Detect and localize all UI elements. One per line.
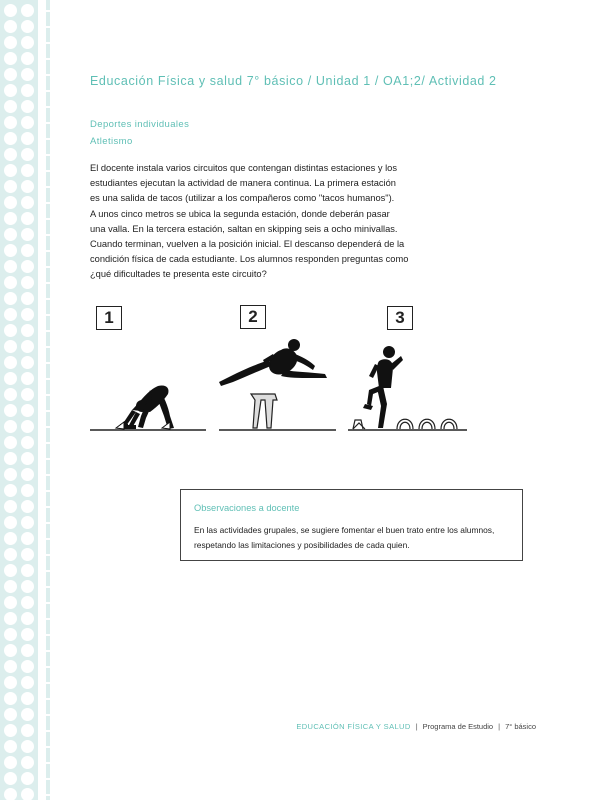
strip-tick [44, 90, 50, 92]
strip-dot [21, 580, 34, 593]
block-start-illustration [88, 330, 208, 440]
strip-dot [4, 260, 17, 273]
footer-separator: | [498, 722, 501, 731]
strip-tick [44, 74, 50, 76]
strip-dot [4, 116, 17, 129]
footer-grade: 7° básico [505, 722, 536, 731]
body-line: es una salida de tacos (utilizar a los compañeros como "tacos humanos"). [90, 193, 395, 204]
strip-tick [44, 794, 50, 796]
strip-dot [21, 244, 34, 257]
strip-tick [44, 26, 50, 28]
skipping-athlete-figure [363, 346, 403, 428]
strip-dot [4, 340, 17, 353]
strip-dot [21, 724, 34, 737]
strip-dot [4, 420, 17, 433]
strip-dot [21, 68, 34, 81]
strip-tick [44, 250, 50, 252]
strip-dot [21, 4, 34, 17]
strip-dot [4, 100, 17, 113]
strip-tick [44, 586, 50, 588]
footer-program: Programa de Estudio [422, 722, 494, 731]
strip-dot [21, 180, 34, 193]
strip-tick [44, 394, 50, 396]
strip-dot [4, 676, 17, 689]
strip-tick [44, 570, 50, 572]
strip-dot [21, 100, 34, 113]
strip-tick [44, 170, 50, 172]
strip-dot [21, 612, 34, 625]
activity-description [90, 161, 450, 283]
strip-tick [44, 554, 50, 556]
section-topic: Atletismo [90, 136, 133, 147]
strip-dot [21, 788, 34, 800]
strip-dot [4, 596, 17, 609]
strip-dot [21, 436, 34, 449]
strip-dot [21, 36, 34, 49]
strip-dot [21, 484, 34, 497]
strip-dot [21, 116, 34, 129]
strip-dot [4, 612, 17, 625]
strip-tick [44, 378, 50, 380]
strip-dot [4, 660, 17, 673]
station-number-3: 3 [387, 306, 413, 330]
body-line: una valla. En la tercera estación, saltan en skipping seis a ocho minivallas. [90, 223, 398, 234]
strip-dot [4, 372, 17, 385]
strip-dot [4, 84, 17, 97]
strip-dot [4, 356, 17, 369]
strip-dot [4, 580, 17, 593]
strip-dot [21, 196, 34, 209]
strip-tick [44, 330, 50, 332]
strip-dot [4, 484, 17, 497]
hurdling-athlete-figure [219, 339, 327, 386]
strip-dot [21, 564, 34, 577]
strip-dot [21, 372, 34, 385]
strip-dot [4, 228, 17, 241]
strip-dot [4, 756, 17, 769]
strip-dot [21, 740, 34, 753]
mini-hurdles [353, 419, 457, 429]
strip-dot [21, 20, 34, 33]
strip-dot [21, 500, 34, 513]
section-category: Deportes individuales [90, 119, 190, 130]
strip-dot [21, 356, 34, 369]
strip-dot [4, 292, 17, 305]
strip-dot [4, 164, 17, 177]
strip-tick [44, 666, 50, 668]
strip-dot [21, 548, 34, 561]
strip-tick [44, 122, 50, 124]
strip-dot [4, 708, 17, 721]
strip-dot [21, 292, 34, 305]
body-line: A unos cinco metros se ubica la segunda estación, donde deberán pasar [90, 208, 390, 219]
strip-dot [4, 308, 17, 321]
strip-tick [44, 730, 50, 732]
strip-dot [4, 132, 17, 145]
strip-dot [21, 212, 34, 225]
strip-tick [44, 154, 50, 156]
strip-tick [44, 234, 50, 236]
strip-dot [4, 564, 17, 577]
strip-dot [4, 436, 17, 449]
strip-dot [4, 20, 17, 33]
station-number-1: 1 [96, 306, 122, 330]
strip-tick [44, 314, 50, 316]
footer-separator: | [415, 722, 418, 731]
strip-dot [4, 772, 17, 785]
strip-dot [21, 772, 34, 785]
strip-dot [21, 84, 34, 97]
strip-dot [21, 516, 34, 529]
strip-dot [21, 52, 34, 65]
strip-tick [44, 746, 50, 748]
strip-dot [21, 388, 34, 401]
strip-dot [21, 148, 34, 161]
strip-tick [44, 522, 50, 524]
strip-tick [44, 714, 50, 716]
strip-tick [44, 618, 50, 620]
strip-dot [21, 532, 34, 545]
strip-dot [21, 644, 34, 657]
strip-tick [44, 346, 50, 348]
strip-dot [21, 452, 34, 465]
page-title: Educación Física y salud 7° básico / Unidad 1 / OA1;2/ Actividad 2 [90, 74, 497, 88]
strip-dot [4, 52, 17, 65]
strip-tick [44, 650, 50, 652]
strip-dot [21, 276, 34, 289]
strip-dot [21, 660, 34, 673]
strip-tick [44, 186, 50, 188]
strip-dot [21, 468, 34, 481]
hurdle [251, 394, 277, 428]
teacher-notes-box [180, 489, 523, 561]
strip-tick [44, 778, 50, 780]
strip-dot [21, 756, 34, 769]
body-line: estudiantes ejecutan la actividad de manera continua. La primera estación [90, 178, 396, 189]
strip-dot [4, 212, 17, 225]
strip-tick [44, 106, 50, 108]
strip-dot [21, 596, 34, 609]
strip-dot [21, 628, 34, 641]
strip-dot [4, 404, 17, 417]
strip-tick [44, 682, 50, 684]
station-number-2: 2 [240, 305, 266, 329]
strip-dot [4, 740, 17, 753]
strip-dot [4, 4, 17, 17]
strip-tick [44, 266, 50, 268]
strip-dot [4, 68, 17, 81]
strip-dot [4, 532, 17, 545]
notes-text [194, 523, 514, 552]
body-line: condición física de cada estudiante. Los alumnos responden preguntas como [90, 254, 409, 265]
decorative-side-strip [0, 0, 50, 800]
strip-dot [4, 180, 17, 193]
strip-tick [44, 538, 50, 540]
strip-tick [44, 410, 50, 412]
body-line: El docente instala varios circuitos que contengan distintas estaciones y los [90, 163, 397, 173]
strip-tick [44, 218, 50, 220]
strip-dot [4, 244, 17, 257]
strip-dot [4, 196, 17, 209]
crouching-athlete-figure [120, 385, 174, 429]
strip-dot [21, 708, 34, 721]
page-footer [296, 722, 536, 731]
strip-dot [4, 724, 17, 737]
notes-line: En las actividades grupales, se sugiere fomentar el buen trato entre los alumnos, [194, 525, 495, 535]
strip-dot [4, 324, 17, 337]
strip-tick [44, 490, 50, 492]
strip-tick [44, 202, 50, 204]
body-line: Cuando terminan, vuelven a la posición inicial. El descanso dependerá de la [90, 239, 405, 250]
strip-dot [21, 324, 34, 337]
strip-dot [21, 228, 34, 241]
strip-tick [44, 762, 50, 764]
footer-subject: EDUCACIÓN FÍSICA Y SALUD [296, 722, 411, 731]
strip-tick [44, 634, 50, 636]
strip-dot [4, 276, 17, 289]
strip-tick [44, 458, 50, 460]
strip-dot [21, 132, 34, 145]
strip-dot [21, 260, 34, 273]
strip-tick [44, 282, 50, 284]
body-line: ¿qué dificultades te presenta este circuito? [90, 269, 267, 280]
strip-dot [4, 516, 17, 529]
strip-dot [21, 692, 34, 705]
strip-tick [44, 426, 50, 428]
strip-tick [44, 362, 50, 364]
notes-line: respetando las limitaciones y posibilidades de cada quien. [194, 539, 410, 550]
strip-dot [21, 164, 34, 177]
strip-dot [4, 452, 17, 465]
skipping-minihurdles-illustration [345, 330, 470, 440]
strip-dot [4, 628, 17, 641]
strip-dot [4, 788, 17, 800]
strip-dot [21, 308, 34, 321]
strip-tick [44, 698, 50, 700]
strip-dot [4, 692, 17, 705]
strip-dot [21, 676, 34, 689]
strip-dot [4, 36, 17, 49]
strip-dot [4, 548, 17, 561]
strip-dot [4, 388, 17, 401]
strip-dot [4, 148, 17, 161]
strip-tick [44, 474, 50, 476]
hurdle-jump-illustration [215, 330, 340, 440]
strip-dot [4, 644, 17, 657]
strip-tick [44, 602, 50, 604]
strip-spine [38, 0, 46, 800]
strip-dot [21, 404, 34, 417]
strip-dot [21, 340, 34, 353]
strip-tick [44, 42, 50, 44]
strip-dot [4, 468, 17, 481]
strip-tick [44, 298, 50, 300]
strip-tick [44, 442, 50, 444]
strip-tick [44, 10, 50, 12]
notes-title: Observaciones a docente [194, 503, 300, 513]
strip-tick [44, 58, 50, 60]
strip-tick [44, 506, 50, 508]
strip-dot [21, 420, 34, 433]
strip-tick [44, 138, 50, 140]
strip-dot [4, 500, 17, 513]
